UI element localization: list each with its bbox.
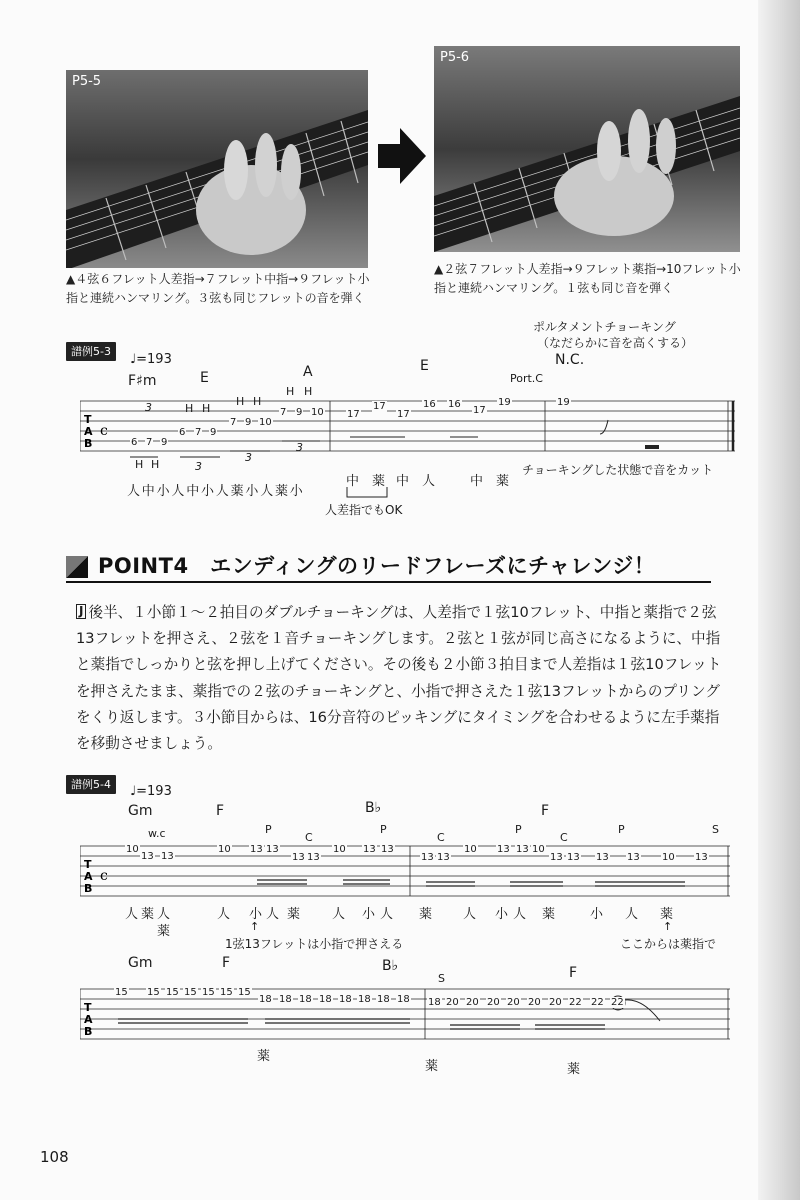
technique-label: C xyxy=(305,831,313,844)
tab-number: 9 xyxy=(161,437,168,448)
annotation: チョーキングした状態で音をカット xyxy=(522,463,714,477)
chord-symbol: F xyxy=(216,803,225,819)
fingering: 薬 xyxy=(141,907,155,922)
section-marker: J xyxy=(76,604,86,619)
svg-text:c: c xyxy=(100,423,108,439)
chord-symbol: E xyxy=(420,358,429,374)
tab-number: 13 xyxy=(307,852,320,863)
technique-label: S xyxy=(712,823,719,836)
triplet-mark: 3 xyxy=(145,401,152,414)
fingering: 薬 xyxy=(425,1059,439,1074)
fingering: 小 xyxy=(249,907,263,922)
tab-number: 13 xyxy=(381,844,394,855)
tab-number: 10 xyxy=(662,852,675,863)
example-tag: 譜例5-4 xyxy=(66,775,116,794)
chord-symbol: B♭ xyxy=(365,800,382,816)
tab-number: 15 xyxy=(202,987,215,998)
tab-number: 13 xyxy=(596,852,609,863)
tab-number: 18 xyxy=(319,994,332,1005)
hammer-mark: H xyxy=(253,395,262,408)
tab-number: 18 xyxy=(377,994,390,1005)
fingering: 薬 xyxy=(542,907,556,922)
tab-number: 15 xyxy=(184,987,197,998)
tab-number: 13 xyxy=(550,852,563,863)
annotation: ポルタメントチョーキング xyxy=(533,320,676,334)
tab-number: 6 xyxy=(131,437,138,448)
fingering: 薬 xyxy=(419,907,433,922)
triplet-mark: 3 xyxy=(296,441,303,454)
hammer-mark: H xyxy=(286,385,295,398)
fingering: 小 xyxy=(495,907,509,922)
photo-caption: ▲２弦７フレット人差指→９フレット薬指→10フレット小指と連続ハンマリング。１弦も同じ音を弾く xyxy=(434,262,741,295)
fingering: 薬 xyxy=(660,907,674,922)
chord-symbol: F♯m xyxy=(128,373,157,389)
tab-number: 18 xyxy=(358,994,371,1005)
tab-number: 10 xyxy=(464,844,477,855)
technique-label: P xyxy=(515,823,522,836)
svg-text:T: T xyxy=(84,413,92,426)
tab-number: 17 xyxy=(347,409,360,420)
tab-number: 20 xyxy=(528,997,541,1008)
tab-number: 13 xyxy=(250,844,263,855)
svg-text:B: B xyxy=(84,1025,93,1038)
section-header xyxy=(66,540,711,584)
tab-number: 17 xyxy=(373,401,386,412)
fingering: 中 xyxy=(396,474,410,489)
tab-number: 16 xyxy=(448,399,461,410)
fingering: 人 xyxy=(217,907,231,922)
tab-number: 10 xyxy=(126,844,139,855)
technique-label: w.c xyxy=(148,827,166,840)
tab-number: 22 xyxy=(569,997,582,1008)
fingering: 人 xyxy=(625,907,639,922)
svg-text:A: A xyxy=(84,870,93,883)
triplet-mark: 3 xyxy=(245,451,252,464)
tab-number: 13 xyxy=(363,844,376,855)
fingering: 小 xyxy=(362,907,376,922)
fingering: 薬 xyxy=(567,1062,581,1077)
triplet-mark: 3 xyxy=(195,460,202,473)
tab-number: 20 xyxy=(446,997,459,1008)
tab-number: 13 xyxy=(437,852,450,863)
tempo-mark: ♩=193 xyxy=(130,784,172,799)
tab-number: 19 xyxy=(498,397,511,408)
tab-number: 20 xyxy=(487,997,500,1008)
tab-number: 7 xyxy=(195,427,202,438)
fingering: 中 xyxy=(470,474,484,489)
tab-number: 13 xyxy=(627,852,640,863)
tab-number: 19 xyxy=(557,397,570,408)
tab-number: 13 xyxy=(141,851,154,862)
chord-symbol: E xyxy=(200,370,209,386)
tab-number: 7 xyxy=(280,407,287,418)
tab-number: 9 xyxy=(210,427,217,438)
tempo-mark: ♩=193 xyxy=(130,352,172,367)
fingering: 薬 xyxy=(257,1049,271,1064)
tab-number: 7 xyxy=(146,437,153,448)
technique-label: P xyxy=(618,823,625,836)
tab-number: 6 xyxy=(179,427,186,438)
tab-number: 13 xyxy=(567,852,580,863)
fingering: 人 xyxy=(380,907,394,922)
tab-number: 10 xyxy=(259,417,272,428)
fingering-row: 人中小人中小人薬小人薬小 xyxy=(127,484,305,499)
fingering: 薬 xyxy=(496,474,510,489)
tab-number: 18 xyxy=(259,994,272,1005)
fingering: 人 xyxy=(266,907,280,922)
svg-text:B: B xyxy=(84,882,93,895)
tab-number: 18 xyxy=(428,997,441,1008)
svg-text:A: A xyxy=(84,1013,93,1026)
photo-caption: ▲４弦６フレット人差指→７フレット中指→９フレット小指と連続ハンマリング。３弦も同じフレットの音を弾く xyxy=(66,272,370,305)
tab-number: 15 xyxy=(115,987,128,998)
technique-label: P xyxy=(380,823,387,836)
tab-number: 7 xyxy=(230,417,237,428)
annotation: 人差指でもOK xyxy=(325,503,403,517)
tab-number: 9 xyxy=(296,407,303,418)
chord-symbol: F xyxy=(541,803,550,819)
chord-symbol: N.C. xyxy=(555,352,585,368)
fretboard-photo-image xyxy=(66,70,368,268)
hammer-mark: H xyxy=(236,395,245,408)
tab-number: 13 xyxy=(292,852,305,863)
tab-number: 10 xyxy=(218,844,231,855)
tab-number: 13 xyxy=(421,852,434,863)
tab-number: 18 xyxy=(339,994,352,1005)
fingering: 小 xyxy=(590,907,604,922)
fingering: 人 xyxy=(463,907,477,922)
chord-symbol: Gm xyxy=(128,803,153,819)
chord-symbol: Gm xyxy=(128,955,153,971)
page-edge xyxy=(758,0,800,1200)
tab-number: 20 xyxy=(466,997,479,1008)
fingering: 薬 xyxy=(372,474,386,489)
annotation: （なだらかに音を高くする） xyxy=(537,336,694,350)
fingering: 薬 xyxy=(157,924,171,939)
technique-label: S xyxy=(438,972,445,985)
body-paragraph xyxy=(76,600,726,757)
tab-number: 18 xyxy=(299,994,312,1005)
chord-symbol: B♭ xyxy=(382,958,399,974)
technique-label: Port.C xyxy=(510,372,543,385)
fingering: 薬 xyxy=(287,907,301,922)
tab-number: 16 xyxy=(423,399,436,410)
svg-text:T: T xyxy=(84,858,92,871)
hammer-mark: H xyxy=(185,402,194,415)
tab-number: 17 xyxy=(473,405,486,416)
tab-number: 13 xyxy=(516,844,529,855)
tab-number: 13 xyxy=(161,851,174,862)
chord-symbol: A xyxy=(303,364,313,380)
tab-number: 13 xyxy=(695,852,708,863)
hammer-mark: H xyxy=(151,458,160,471)
tab-number: 22 xyxy=(591,997,604,1008)
photo-label: P5-6 xyxy=(440,50,470,65)
tab-number: 13 xyxy=(266,844,279,855)
example-tag: 譜例5-3 xyxy=(66,342,116,361)
tab-number: 10 xyxy=(532,844,545,855)
body-text: 後半、１小節１～２拍目のダブルチョーキングは、人差指で１弦10フレット、中指と薬指で２弦13フレットを押さえ、２弦を１音チョーキングします。２弦と１弦が同じ高さになるように、中指と薬指でしっかりと弦を押し上げてください。その後も２小節３拍目まで人差指は１弦10フレットを押さえたまま、薬指での２弦のチョーキングと、小指で押さえた１弦13フレットからのプリングをくり返します。３小節目からは、16分音符のピッキングにタイミングを合わせるように左手薬指を移動させましょう。 xyxy=(76,604,722,753)
technique-label: P xyxy=(265,823,272,836)
svg-text:A: A xyxy=(84,425,93,438)
tab-number: 9 xyxy=(245,417,252,428)
up-arrow-icon: ↑ xyxy=(250,920,260,933)
tab-number: 20 xyxy=(549,997,562,1008)
fingering: 人 xyxy=(125,907,139,922)
tab-number: 10 xyxy=(311,407,324,418)
technique-label: C xyxy=(437,831,445,844)
tab-number: 20 xyxy=(507,997,520,1008)
tab-number: 15 xyxy=(166,987,179,998)
chord-symbol: F xyxy=(569,965,578,981)
svg-text:B: B xyxy=(84,437,93,450)
fingering: 人 xyxy=(332,907,346,922)
svg-text:T: T xyxy=(84,1001,92,1014)
tab-number: 13 xyxy=(497,844,510,855)
page-number: 108 xyxy=(40,1148,69,1166)
photo-label: P5-5 xyxy=(72,74,102,89)
up-arrow-icon: ↑ xyxy=(663,920,673,933)
hammer-mark: H xyxy=(135,458,144,471)
photo-p5-5 xyxy=(66,70,368,268)
fingering: 人 xyxy=(513,907,527,922)
photo-p5-6 xyxy=(434,46,740,252)
chord-symbol: F xyxy=(222,955,231,971)
fingering: 人 xyxy=(157,907,171,922)
hammer-mark: H xyxy=(304,385,313,398)
annotation: 1弦13フレットは小指で押さえる xyxy=(225,937,404,951)
section-title: POINT4 エンディングのリードフレーズにチャレンジ！ xyxy=(98,554,656,578)
tab-number: 18 xyxy=(279,994,292,1005)
arrow-icon xyxy=(378,128,426,188)
tab-number: 18 xyxy=(397,994,410,1005)
bracket xyxy=(345,487,389,501)
annotation: ここからは薬指で xyxy=(620,937,717,951)
tab-number: 15 xyxy=(238,987,251,998)
svg-text:c: c xyxy=(100,868,108,884)
tab-number: 15 xyxy=(147,987,160,998)
fingering: 人 xyxy=(422,474,436,489)
tab-staff xyxy=(80,842,740,898)
technique-label: C xyxy=(560,831,568,844)
hammer-mark: H xyxy=(202,402,211,415)
tab-number: 15 xyxy=(220,987,233,998)
tab-number: 10 xyxy=(333,844,346,855)
tab-number: 22 xyxy=(611,997,624,1008)
fingering: 中 xyxy=(346,474,360,489)
tab-number: 17 xyxy=(397,409,410,420)
fretboard-photo-image xyxy=(434,46,740,252)
